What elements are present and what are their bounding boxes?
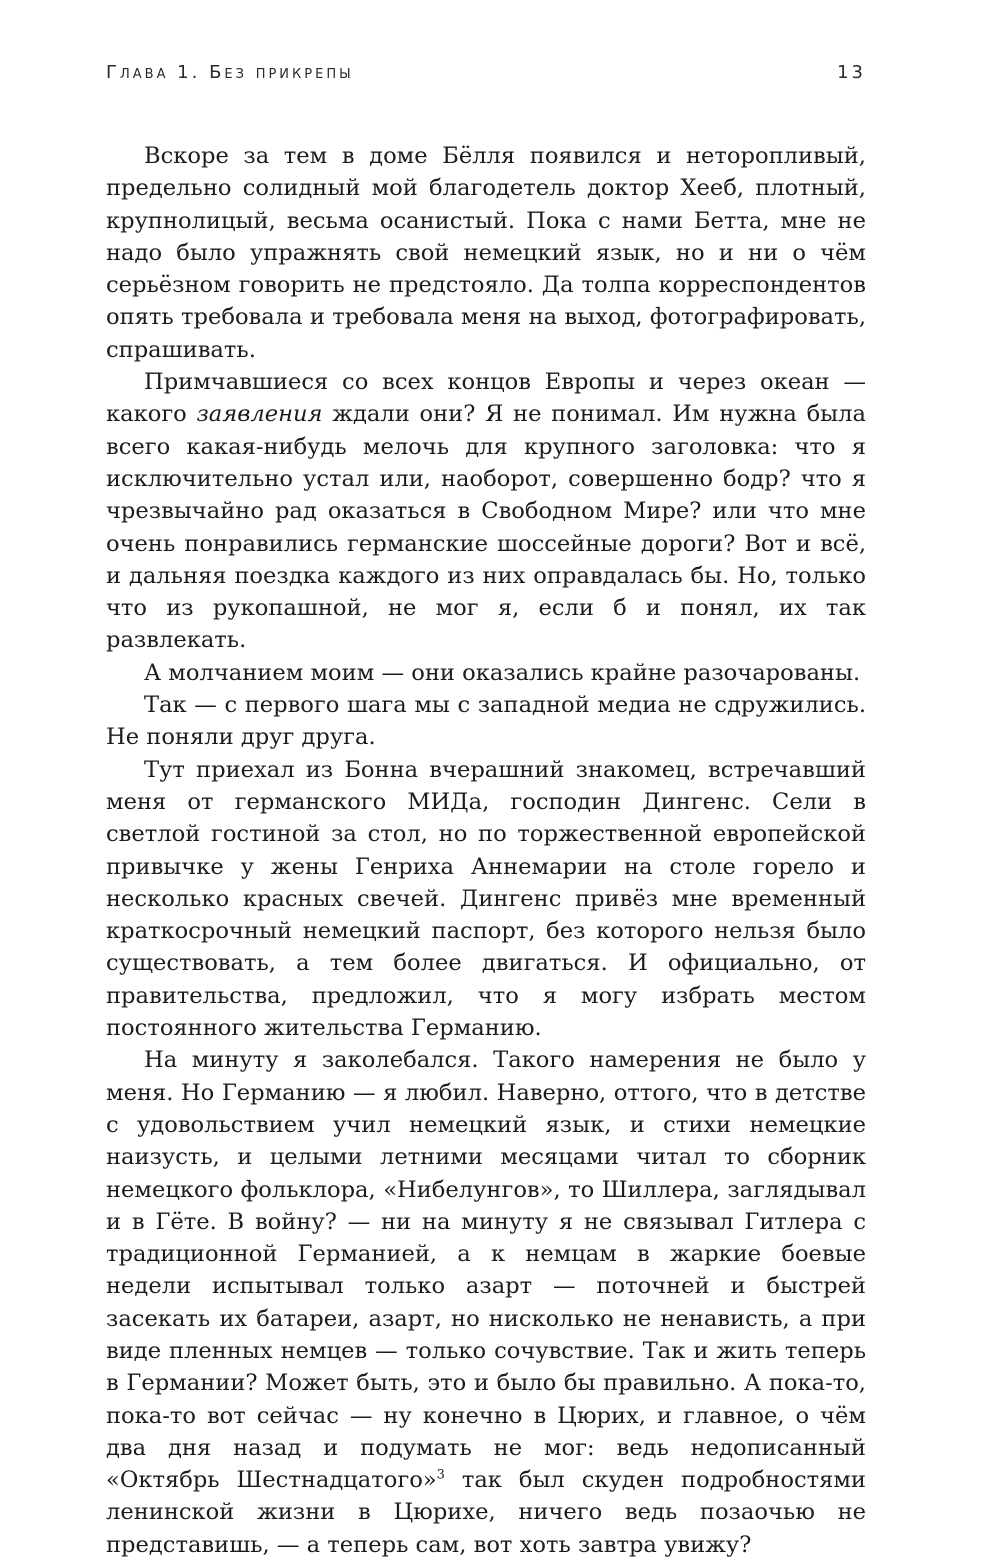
paragraph	[106, 1044, 866, 1561]
paragraph-text: Тут приехал из Бонна вчерашний знакомец, встречавший меня от германского МИДа, господин Дингенс. Сели в светлой гостиной за стол, но по торжественной европейской привычке у жены Генриха Аннемарии на столе горело и несколько красных свечей. Дингенс привёз мне временный краткосрочный немецкий паспорт, без которого нельзя было существовать, а тем более двигаться. И официально, от правительства, предложил, что я могу избрать местом постоянного жительства Германию.	[106, 756, 866, 1042]
paragraph-text: На минуту я заколебался. Такого намерения не было у меня. Но Германию — я любил. Наверно, оттого, что в детстве с удовольствием учил немецкий язык, и стихи немецкие наизусть, и целыми летними месяцами читал то сборник немецкого фольклора, «Нибелунгов», то Шиллера, заглядывал и в Гёте. В войну? — ни на минуту я не связывал Гитлера с традиционной Германией, а к немцам в жаркие боевые недели испытывал только азарт — поточней и быстрей засекать их батареи, азарт, но нисколько не ненависть, а при виде пленных немцев — только сочувствие. Так и жить теперь в Германии? Может быть, это и было бы правильно. А пока-то, пока-то вот сейчас — ну конечно в Цюрих, и главное, о чём два дня назад и подумать не мог: ведь недописанный «Октябрь Шестнадцатого»	[106, 1047, 866, 1494]
paragraph-text: Вскоре за тем в доме Бёлля появился и неторопливый, предельно солидный мой благодетель доктор Хееб, плотный, крупнолицый, весьма осанистый. Пока с нами Бетта, мне не надо было упражнять свой немецкий язык, но и ни о чём серьёзном говорить не предстояло. Да толпа корреспондентов опять требовала и требовала меня на выход, фотографировать, спрашивать.	[106, 143, 866, 363]
paragraph-text: А молчанием моим — они оказались крайне разочарованы.	[144, 659, 861, 686]
paragraph-text: так был скуден подробностями ленинской жизни в Цюрихе, ничего ведь позаочью не представишь, — а теперь сам, вот хоть завтра увижу?	[106, 1467, 866, 1558]
paragraph-text: ждали они? Я не понимал. Им нужна была всего какая-нибудь мелочь для крупного заголовка: что я исключительно устал или, наоборот, совершенно бодр? что я чрезвычайно рад оказаться в Свободном Мире? или что мне очень понравились германские шоссейные дороги? Вот и всё, и дальняя поездка каждого из них оправдалась бы. Но, только что из рукопашной, не мог я, если б и понял, их так развлекать.	[106, 401, 866, 654]
footnote-reference[interactable]: 3	[436, 1467, 445, 1483]
paragraph	[106, 140, 866, 366]
paragraph	[106, 657, 866, 689]
paragraph-text: Примчавшиеся со всех концов Европы и через океан — какого	[106, 369, 866, 428]
emphasized-word: заявления	[196, 401, 323, 428]
page-number: 13	[837, 62, 866, 83]
paragraph	[106, 689, 866, 754]
body-text	[106, 140, 866, 1561]
paragraph-text: Так — с первого шага мы с западной медиа не сдружились. Не поняли друг друга.	[106, 692, 866, 751]
paragraph	[106, 754, 866, 1045]
running-head	[106, 62, 866, 92]
paragraph	[106, 366, 866, 657]
chapter-title: Глава 1. Без прикрепы	[106, 62, 354, 83]
